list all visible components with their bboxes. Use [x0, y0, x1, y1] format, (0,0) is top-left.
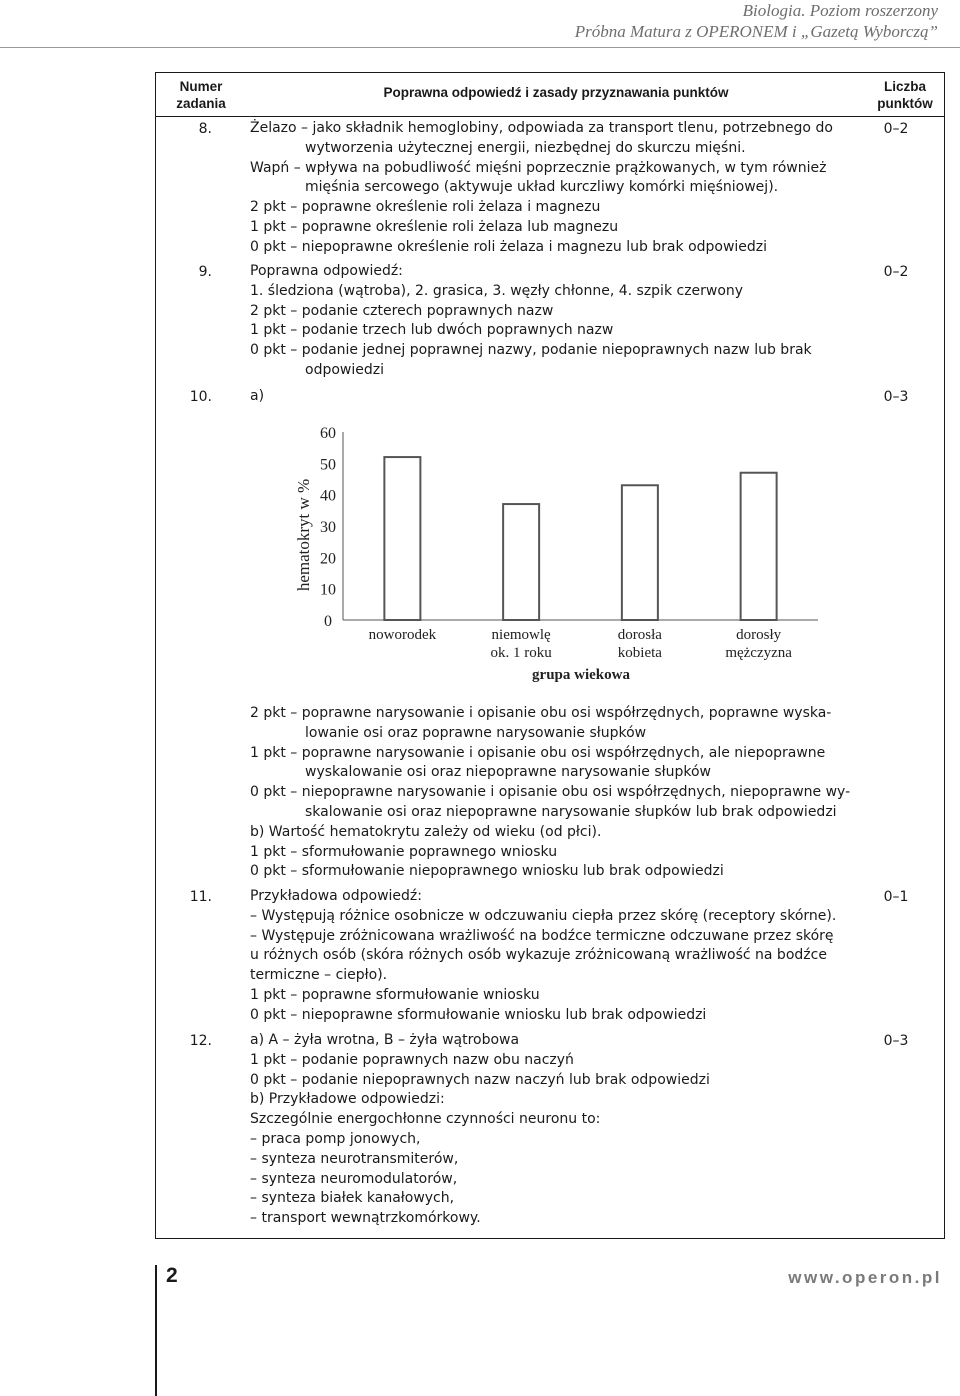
q11-answer [250, 887, 862, 1026]
y-tick-label: 60 [320, 425, 336, 442]
x-tick-label: dorosły [736, 627, 782, 643]
q9-line: odpowiedzi [305, 361, 384, 378]
header-exam: Próbna Matura z OPERONEM i „Gazetą Wyborczą” [574, 22, 938, 41]
y-tick-label: 50 [320, 456, 336, 474]
q12-line: 1 pkt – podanie poprawnych nazw obu naczyń [250, 1051, 574, 1068]
q12-line: b) Przykładowe odpowiedzi: [250, 1091, 445, 1108]
q11-line: 1 pkt – poprawne sformułowanie wniosku [250, 986, 540, 1003]
y-tick-label: 10 [320, 581, 336, 599]
header-question-number [156, 78, 246, 112]
y-tick-label: 20 [320, 550, 336, 568]
q12-number: 12. [189, 1033, 212, 1049]
q11-number: 11. [189, 889, 212, 905]
q8-answer [250, 119, 862, 258]
q8-line: 1 pkt – poprawne określenie roli żelaza lub magnezu [250, 218, 619, 235]
y-tick-label: 40 [320, 487, 336, 505]
chart-x-ticks [369, 627, 793, 661]
bar [503, 504, 539, 620]
q9-line: 1. śledziona (wątroba), 2. grasica, 3. węzły chłonne, 4. szpik czerwony [250, 282, 744, 299]
q8-number: 8. [198, 121, 212, 137]
q12-line: – synteza białek kanałowych, [250, 1190, 455, 1207]
hematocrit-bar-chart [160, 410, 820, 692]
q10-line: wyskalowanie osi oraz niepoprawne narysowanie słupków [305, 764, 711, 781]
header-divider [0, 47, 960, 48]
bar [741, 473, 777, 620]
q10-line: 0 pkt – sformułowanie niepoprawnego wniosku lub brak odpowiedzi [250, 863, 724, 880]
q8-line: Żelazo – jako składnik hemoglobiny, odpowiada za transport tlenu, potrzebnego do [250, 120, 833, 136]
x-tick-label: mężczyzna [725, 645, 792, 661]
q12-line: a) A – żyła wrotna, B – żyła wątrobowa [250, 1032, 520, 1048]
q8-line: Wapń – wpływa na pobudliwość mięśni poprzecznie prążkowanych, w tym również [250, 159, 827, 176]
q11-points: 0–1 [883, 889, 909, 905]
q10-line: 1 pkt – poprawne narysowanie i opisanie obu osi współrzędnych, ale niepoprawne [250, 744, 826, 761]
chart-bars [384, 457, 776, 620]
q9-answer [250, 262, 862, 381]
bar [622, 485, 658, 620]
header-subject: Biologia. Poziom roszerzony [742, 1, 938, 20]
footer-divider [155, 1265, 157, 1396]
q8-line: 0 pkt – niepoprawne określenie roli żelaza i magnezu lub brak odpowiedzi [250, 238, 768, 255]
header-num-line1: Numer [179, 79, 223, 94]
q12-answer [250, 1031, 862, 1229]
q9-line: 0 pkt – podanie jednej poprawnej nazwy, podanie niepoprawnych nazw lub brak [250, 342, 812, 359]
bar [384, 457, 420, 620]
q10-line: 2 pkt – poprawne narysowanie i opisanie obu osi współrzędnych, poprawne wyska- [250, 705, 832, 721]
chart-x-axis-label: grupa wiekowa [532, 667, 630, 683]
q8-points: 0–2 [883, 121, 909, 137]
x-tick-label: kobieta [617, 645, 662, 661]
header-pts-line1: Liczba [883, 79, 926, 94]
q9-points: 0–2 [883, 264, 909, 280]
q10-part-a-label: a) [250, 388, 265, 404]
q10-part-a [250, 387, 862, 407]
publisher-website: www.operon.pl [788, 1268, 942, 1287]
chart-y-axis-label: hematokryt w % [294, 478, 313, 592]
q12-line: – transport wewnątrzkomórkowy. [250, 1210, 481, 1227]
q10-number: 10. [189, 389, 212, 405]
header-points [866, 78, 944, 112]
q10-line: lowanie osi oraz poprawne narysowanie słupków [305, 724, 647, 741]
q10-line: 0 pkt – niepoprawne narysowanie i opisanie obu osi współrzędnych, niepoprawne wy- [250, 784, 851, 801]
q11-line: – Występują różnice osobnicze w odczuwaniu ciepła przez skórę (receptory skórne). [250, 907, 837, 924]
x-tick-label: niemowlę [491, 627, 551, 643]
q11-line: 0 pkt – niepoprawne sformułowanie wniosku lub brak odpowiedzi [250, 1006, 707, 1023]
q12-line: – synteza neuromodulatorów, [250, 1170, 458, 1187]
q10-line: skalowanie osi oraz niepoprawne narysowanie słupków lub brak odpowiedzi [305, 803, 837, 820]
q10-line: b) Wartość hematokrytu zależy od wieku (od płci). [250, 823, 602, 840]
q8-line: mięśnia sercowego (aktywuje układ kurczliwy komórki mięśniowej). [305, 179, 779, 196]
q9-line: Poprawna odpowiedź: [250, 263, 403, 279]
q10-points: 0–3 [883, 389, 909, 405]
q9-number: 9. [198, 264, 212, 280]
header-num-line2: zadania [176, 96, 226, 111]
x-tick-label: ok. 1 roku [490, 645, 552, 661]
q11-line: Przykładowa odpowiedź: [250, 888, 422, 904]
page-number: 2 [166, 1264, 178, 1287]
q10-scoring [250, 704, 862, 882]
q8-line: wytworzenia użytecznej energii, niezbędnej do skurczu mięśni. [305, 139, 746, 156]
q12-line: – praca pomp jonowych, [250, 1130, 421, 1147]
header-pts-line2: punktów [877, 96, 933, 111]
q12-line: Szczególnie energochłonne czynności neuronu to: [250, 1111, 601, 1128]
table-header [156, 73, 944, 117]
y-tick-label: 30 [320, 519, 336, 536]
q11-line: termiczne – ciepło). [250, 967, 388, 984]
q9-line: 1 pkt – podanie trzech lub dwóch poprawnych nazw [250, 322, 614, 339]
q10-line: 1 pkt – sformułowanie poprawnego wniosku [250, 843, 558, 860]
q12-line: – synteza neurotransmiterów, [250, 1150, 459, 1167]
q9-line: 2 pkt – podanie czterech poprawnych nazw [250, 302, 554, 319]
header-answer: Poprawna odpowiedź i zasady przyznawania punktów [383, 85, 729, 100]
q11-line: u różnych osób (skóra różnych osób wykazuje zróżnicowaną wrażliwość na bodźce [250, 947, 827, 964]
x-tick-label: noworodek [368, 627, 437, 643]
q8-line: 2 pkt – poprawne określenie roli żelaza i magnezu [250, 199, 601, 216]
page-header [575, 0, 938, 42]
q11-line: – Występuje zróżnicowana wrażliwość na bodźce termiczne odczuwane przez skórę [250, 927, 834, 944]
x-tick-label: dorosła [617, 627, 662, 643]
q12-points: 0–3 [883, 1033, 909, 1049]
y-tick-label: 0 [324, 613, 332, 630]
chart-y-ticks [320, 425, 336, 630]
q12-line: 0 pkt – podanie niepoprawnych nazw naczyń lub brak odpowiedzi [250, 1071, 710, 1088]
